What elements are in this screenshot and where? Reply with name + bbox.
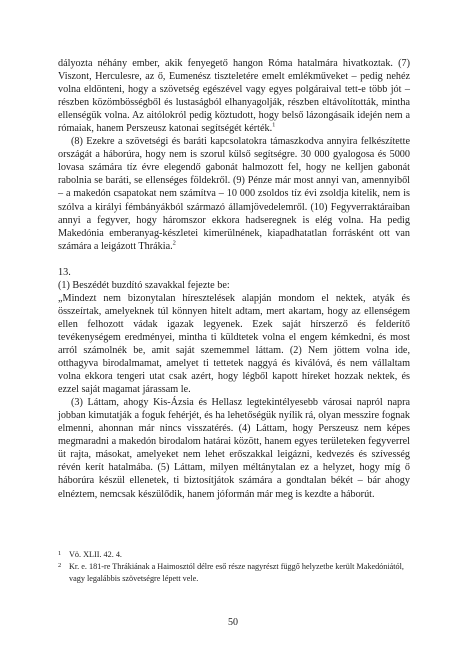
speech-paragraph-1: „Mindezt nem bizonytalan híresztelések alapján mondom el nektek, atyák és összeírtak, amelyeknek túl könnyen hitelt adtam, mert akartam, hogy az ellenségem ellen felhozott vádak igazak legyenek. Ezek saját hírszerző és felderítő tevékenységem eredményei, mintha ti küldtetek volna el engem kémkedni, és most arról számolnék be, amit saját szememmel láttam. (2) Nem jöttem volna ide, otthagyva birodalmamat, amelyet ti tettetek naggyá és kiválóvá, és nem vállaltam volna ekkora tengeri utat csak azért, hogy légből kapott híreket hozzak nektek, és ezzel saját magamat járassam le. <box>58 292 410 396</box>
footnote-2 <box>58 561 410 585</box>
footnote-mark: 1 <box>58 550 62 557</box>
main-text <box>58 57 410 501</box>
footnote-text: Kr. e. 181-re Thrákiának a Haimosztól délre eső része nagyrészt függő helyzetbe került Makedóniától, vagy legalábbis szövetségre lépett vele. <box>69 561 404 583</box>
footnote-ref-1: 1 <box>272 121 276 129</box>
chapter-number: 13. <box>58 266 71 278</box>
footnote-mark: 2 <box>58 561 62 569</box>
paragraph-13-1: (1) Beszédét buzdító szavakkal fejezte be: <box>58 279 230 291</box>
footnote-ref-2: 2 <box>172 239 176 247</box>
paragraph-continued: dályozta néhány ember, akik fenyegető hangon Róma hatalmára hivatkoztak. (7) Viszont, Herculesre, az ő, Eumenész tiszteletére emelt emlékműveket – pedig nehéz volna eldönteni, hogy a szövetség egészével vagy egyes polgáraival tett-e több jót – részben közömbösségből és lustaságból elhanyagolják, részben eltávolították, mintha ellenségük volna. Az aitólokról pedig köztudott, hogy belső lázongásaik idején nem a rómaiak, hanem Perszeusz katonai segítségét kérték.$^1$ <box>58 58 410 135</box>
paragraph-8: (8) Ezekre a szövetségi és baráti kapcsolatokra támaszkodva annyira felkészítette országát a háborúra, hogy nem is szorul külső segítségre. 30 000 gyalogosa és 5000 lovasa számára tíz évre elegendő gabonát halmozott fel, hogy ne kelljen gabonát rabolnia se baráti, se ellenséges földekről. (9) Pénze már most annyi van, amennyiből – a makedón csapatokat nem számítva – 10 000 zsoldos tíz évi zsoldja kitelik, nem is szólva a királyi fémbányákból származó államjövedelemről. (10) Fegyverraktáraiban annyi a fegyver, hogy háromszor ekkora hadseregnek is elég volna. Ha pedig Makedónia emberanyag-készletei kimerülnének, kiapadhatatlan forrásként ott van számára a leigázott Thrákia.$^2$ <box>58 136 410 252</box>
footnotes <box>58 549 410 584</box>
footnote-1 <box>58 549 410 561</box>
page-number: 50 <box>228 617 238 628</box>
speech-paragraph-2: (3) Láttam, ahogy Kis-Ázsia és Hellasz legtekintélyesebb városai napról napra jobban kimutatják a foguk fehérjét, és ha lehetőségük nyílik rá, olyan messzire fognak elmenni, ahonnan már nincs visszatérés. (4) Láttam, hogy Perszeusz nem képes megmaradni a makedón birodalom határai között, hanem egyes területeken fegyverrel üt rajta, másokat, amelyeket nem lehet erőszakkal leigázni, kedvezés és szívesség révén kerít hatalmába. (5) Láttam, milyen méltánytalan ez a helyzet, hogy míg ő háborúra készül ellenetek, ti biztosítjátok számára a gondtalan békét – bár ahogy elnéztem, nemcsak készülődik, hanem jóformán már meg is kezdte a háborút. <box>58 397 410 500</box>
footnote-text: Vö. XLII. 42. 4. <box>69 550 122 559</box>
